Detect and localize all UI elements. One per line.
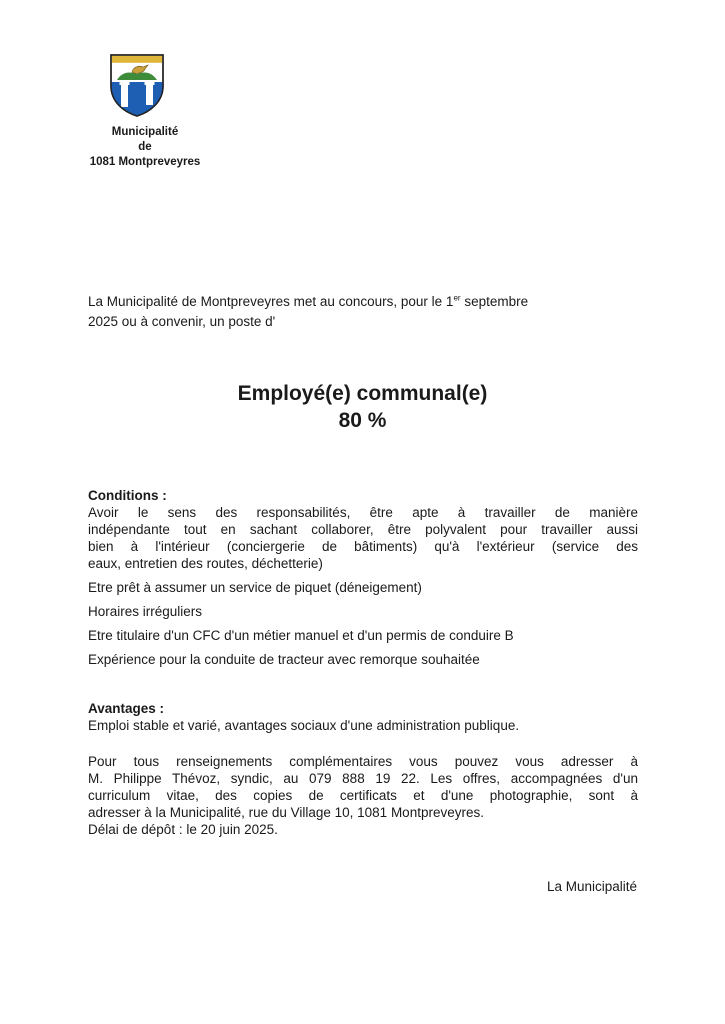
conditions-heading: Conditions : bbox=[88, 488, 167, 503]
contact-line: Pour tous renseignements complémentaires vous pouvez vous adresser à bbox=[88, 754, 638, 769]
intro-paragraph bbox=[88, 292, 638, 332]
condition-item: Etre prêt à assumer un service de piquet (déneigement) bbox=[88, 580, 422, 595]
condition-item: Expérience pour la conduite de tracteur avec remorque souhaitée bbox=[88, 652, 480, 667]
condition-item: Horaires irréguliers bbox=[88, 604, 203, 619]
conditions-line: Avoir le sens des responsabilités, être apte à travailler de manière bbox=[88, 505, 638, 520]
municipality-header bbox=[80, 125, 210, 170]
advantages-text: Emploi stable et varié, avantages sociaux d'une administration publique. bbox=[88, 718, 520, 733]
job-title-block bbox=[0, 380, 725, 434]
contact-line: curriculum vitae, des copies de certificats et d'une photographie, sont à bbox=[88, 788, 638, 803]
conditions-section bbox=[88, 487, 638, 668]
header-line-3: 1081 Montpreveyres bbox=[89, 156, 201, 168]
header-line-1: Municipalité bbox=[111, 126, 179, 138]
contact-line: adresser à la Municipalité, rue du Village 10, 1081 Montpreveyres. bbox=[88, 805, 484, 820]
conditions-line: eaux, entretien des routes, déchetterie) bbox=[88, 556, 323, 571]
condition-item: Etre titulaire d'un CFC d'un métier manuel et d'un permis de conduire B bbox=[88, 628, 514, 643]
intro-superscript: er bbox=[453, 293, 461, 303]
advantages-heading: Avantages : bbox=[88, 701, 165, 716]
job-title: Employé(e) communal(e) bbox=[237, 382, 488, 405]
deadline: Délai de dépôt : le 20 juin 2025. bbox=[88, 822, 278, 837]
job-rate: 80 % bbox=[338, 409, 387, 432]
intro-line-2: 2025 ou à convenir, un poste d' bbox=[88, 314, 276, 329]
closing-signature: La Municipalité bbox=[546, 879, 637, 894]
header-line-2: de bbox=[138, 141, 152, 153]
intro-text-end: septembre bbox=[460, 294, 529, 309]
contact-section bbox=[88, 753, 638, 838]
contact-line: M. Philippe Thévoz, syndic, au 079 888 19 22. Les offres, accompagnées d'un bbox=[88, 771, 638, 786]
advantages-section bbox=[88, 700, 638, 734]
conditions-paragraph bbox=[88, 504, 638, 572]
coat-of-arms-icon bbox=[108, 52, 166, 118]
conditions-line: indépendante tout en sachant collaborer, être polyvalent pour travailler aussi bbox=[88, 522, 638, 537]
conditions-line: bien à l'intérieur (conciergerie de bâtiments) qu'à l'extérieur (service des bbox=[88, 539, 638, 554]
intro-text-start: La Municipalité de Montpreveyres met au concours, pour le 1 bbox=[88, 294, 454, 309]
